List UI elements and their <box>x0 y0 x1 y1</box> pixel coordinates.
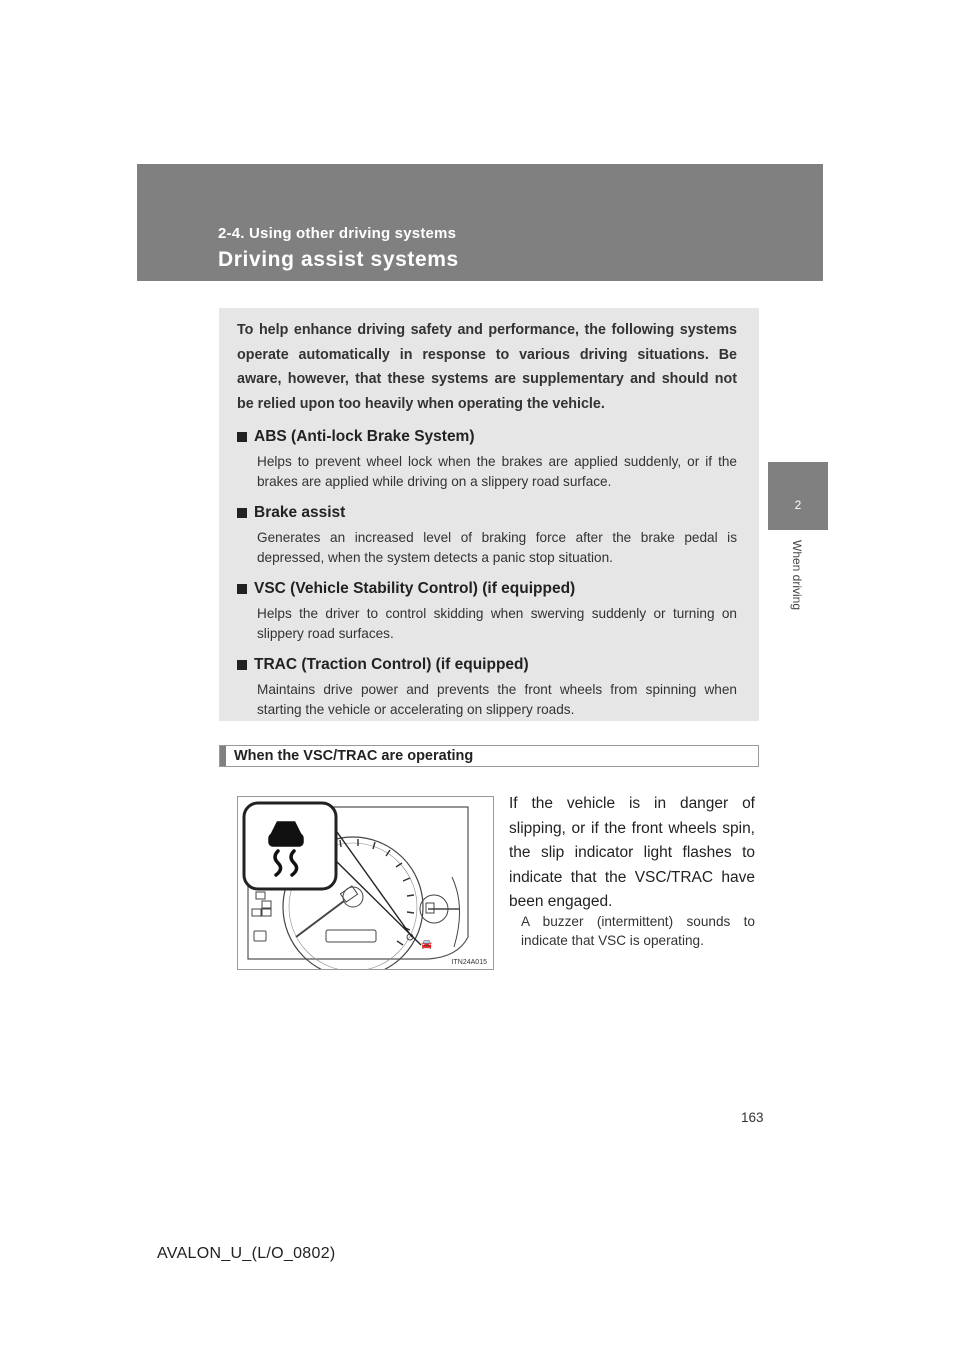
section-heading-bar <box>219 745 759 767</box>
section-body: If the vehicle is in danger of slipping, or if the front wheels spin, the slip indicator light flashes to indicate that the VSC/TRAC have been engaged. <box>509 795 755 910</box>
section-label: 2-4. Using other driving systems <box>218 225 457 242</box>
heading-accent <box>220 746 226 766</box>
bullet-square-icon <box>237 660 247 670</box>
page-title: Driving assist systems <box>218 248 459 271</box>
document-id: AVALON_U_(L/O_0802) <box>157 1245 336 1262</box>
section-note: A buzzer (intermittent) sounds to indicate that VSC is operating. <box>521 914 755 948</box>
feature-heading: VSC (Vehicle Stability Control) (if equipped) <box>254 580 576 597</box>
intro-box <box>219 308 759 721</box>
intro-text: To help enhance driving safety and performance, the following systems operate automatically in response to various driving situations. Be aware, however, that these systems are supplementary and should not be relied upon too heavily when operating the vehicle. <box>237 322 737 412</box>
page-number: 163 <box>741 1110 764 1125</box>
feature-description: Helps to prevent wheel lock when the brakes are applied suddenly, or if the brakes are applied while driving on a slippery road surface. <box>257 454 737 489</box>
instrument-cluster-illustration <box>237 796 494 970</box>
section-heading: When the VSC/TRAC are operating <box>234 748 474 764</box>
feature-description: Generates an increased level of braking force after the brake pedal is depressed, when the system detects a panic stop situation. <box>257 530 737 565</box>
cluster-drawing <box>238 797 493 969</box>
feature-heading: Brake assist <box>254 504 346 521</box>
chapter-tab <box>768 462 828 530</box>
feature-vsc <box>237 578 737 644</box>
bullet-square-icon <box>237 508 247 518</box>
feature-trac <box>237 654 737 720</box>
chapter-name: When driving <box>790 540 804 611</box>
feature-abs <box>237 426 737 492</box>
feature-description: Maintains drive power and prevents the front wheels from spinning when starting the vehicle or accelerating on slippery roads. <box>257 682 737 717</box>
feature-heading: ABS (Anti-lock Brake System) <box>254 428 475 445</box>
feature-brake-assist <box>237 502 737 568</box>
chapter-number: 2 <box>794 498 802 512</box>
feature-heading: TRAC (Traction Control) (if equipped) <box>254 656 529 673</box>
bullet-square-icon <box>237 432 247 442</box>
figure-code: ITN24A015 <box>451 959 487 966</box>
feature-description: Helps the driver to control skidding when swerving suddenly or turning on slippery road surfaces. <box>257 606 737 641</box>
svg-text:🚘: 🚘 <box>421 940 433 950</box>
bullet-square-icon <box>237 584 247 594</box>
